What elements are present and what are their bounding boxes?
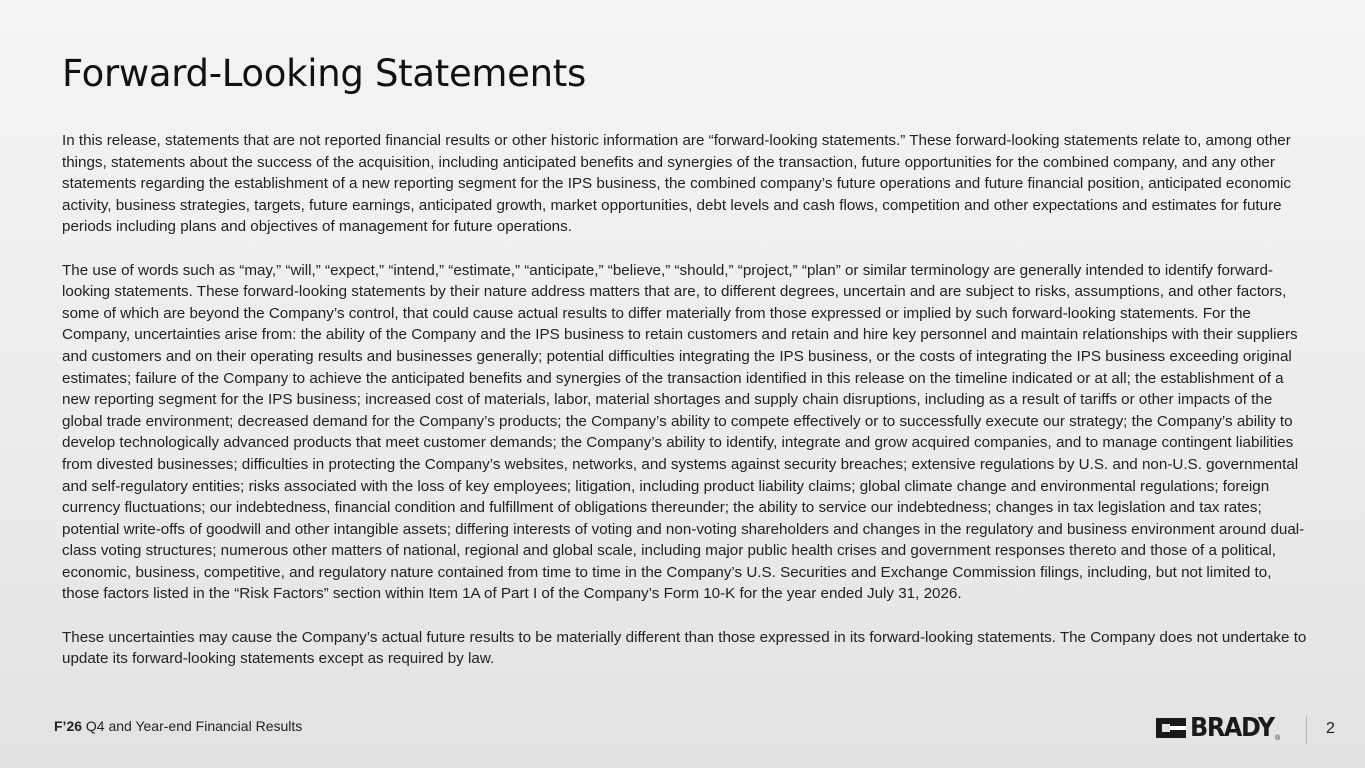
paragraph-risks: The use of words such as “may,” “will,” “expect,” “intend,” “estimate,” “anticipate,” “believe,” “should,” “project,” “plan” or similar terminology are generally intended to identify forward-looking statements. These forward-looking statements by their nature address matters that are, to different degrees, uncertain and are subject to risks, assumptions, and other factors, some of which are beyond the Company’s control, that could cause actual results to differ materially from those expressed or implied by such forward-looking statements. For the Company, uncertainties arise from: the ability of the Company and the IPS business to retain customers and retain and hire key personnel and maintain relationships with their suppliers and customers and on their operating results and businesses generally; potential difficulties integrating the IPS business, or the costs of integrating the IPS business exceeding original estimates; failure of the Company to achieve the anticipated benefits and synergies of the transaction identified in this release on the timeline indicated or at all; the establishment of a new reporting segment for the IPS business; increased cost of materials, labor, material shortages and supply chain disruptions, including as a result of tariffs or other impacts of the global trade environment; decreased demand for the Company’s products; the Company’s ability to compete effectively or to successfully execute our strategy; the Company’s ability to develop technologically advanced products that meet customer demands; the Company’s ability to identify, integrate and grow acquired companies, and to manage contingent liabilities from divested businesses; difficulties in protecting the Company’s websites, networks, and systems against security breaches; extensive regulations by U.S. and non-U.S. governmental and self-regulatory entities; risks associated with the loss of key employees; litigation, including product liability claims; global climate change and environmental regulations; foreign currency fluctuations; our indebtedness, financial condition and fulfillment of obligations thereunder; the ability to service our indebtedness; changes in tax legislation and tax rates; potential write-offs of goodwill and other intangible assets; differing interests of voting and non-voting shareholders and changes in the regulatory and business environment around dual-class voting structures; numerous other matters of national, regional and global scale, including major public health crises and government responses thereto and those of a political, economic, business, competitive, and regulatory nature contained from time to time in the Company’s U.S. Securities and Exchange Commission filings, including, but not limited to, those factors listed in the “Risk Factors” section within Item 1A of Part I of the Company’s Form 10-K for the year ended July 31, 2026. bbox=[62, 261, 1305, 603]
brady-logo-icon bbox=[1156, 715, 1186, 741]
disclaimer-body bbox=[62, 130, 1312, 691]
paragraph-closing: These uncertainties may cause the Company’s actual future results to be materially different than those expressed in its forward-looking statements. The Company does not undertake to update its forward-looking statements except as required by law. bbox=[62, 628, 1307, 668]
footer-divider bbox=[1306, 716, 1307, 744]
page-title: Forward-Looking Statements bbox=[62, 52, 586, 95]
footer-period: F’26 bbox=[54, 718, 83, 734]
page-number: 2 bbox=[1326, 720, 1335, 737]
footer-caption-text: Q4 and Year-end Financial Results bbox=[82, 718, 303, 734]
brady-logo bbox=[1156, 714, 1292, 742]
footer-caption bbox=[54, 718, 302, 734]
registered-mark: ® bbox=[1274, 735, 1281, 742]
brady-logo-text: BRADY bbox=[1190, 713, 1274, 743]
paragraph-intro: In this release, statements that are not reported financial results or other historic information are “forward-looking statements.” These forward-looking statements relate to, among other things, statements about the success of the acquisition, including anticipated benefits and synergies of the transaction, future opportunities for the combined company, and any other statements regarding the establishment of a new reporting segment for the IPS business, the combined company’s future operations and future financial position, anticipated economic activity, business strategies, targets, future earnings, anticipated growth, market opportunities, debt levels and cash flows, competition and other expectations and estimates for future periods including plans and objectives of management for future operations. bbox=[62, 132, 1291, 236]
